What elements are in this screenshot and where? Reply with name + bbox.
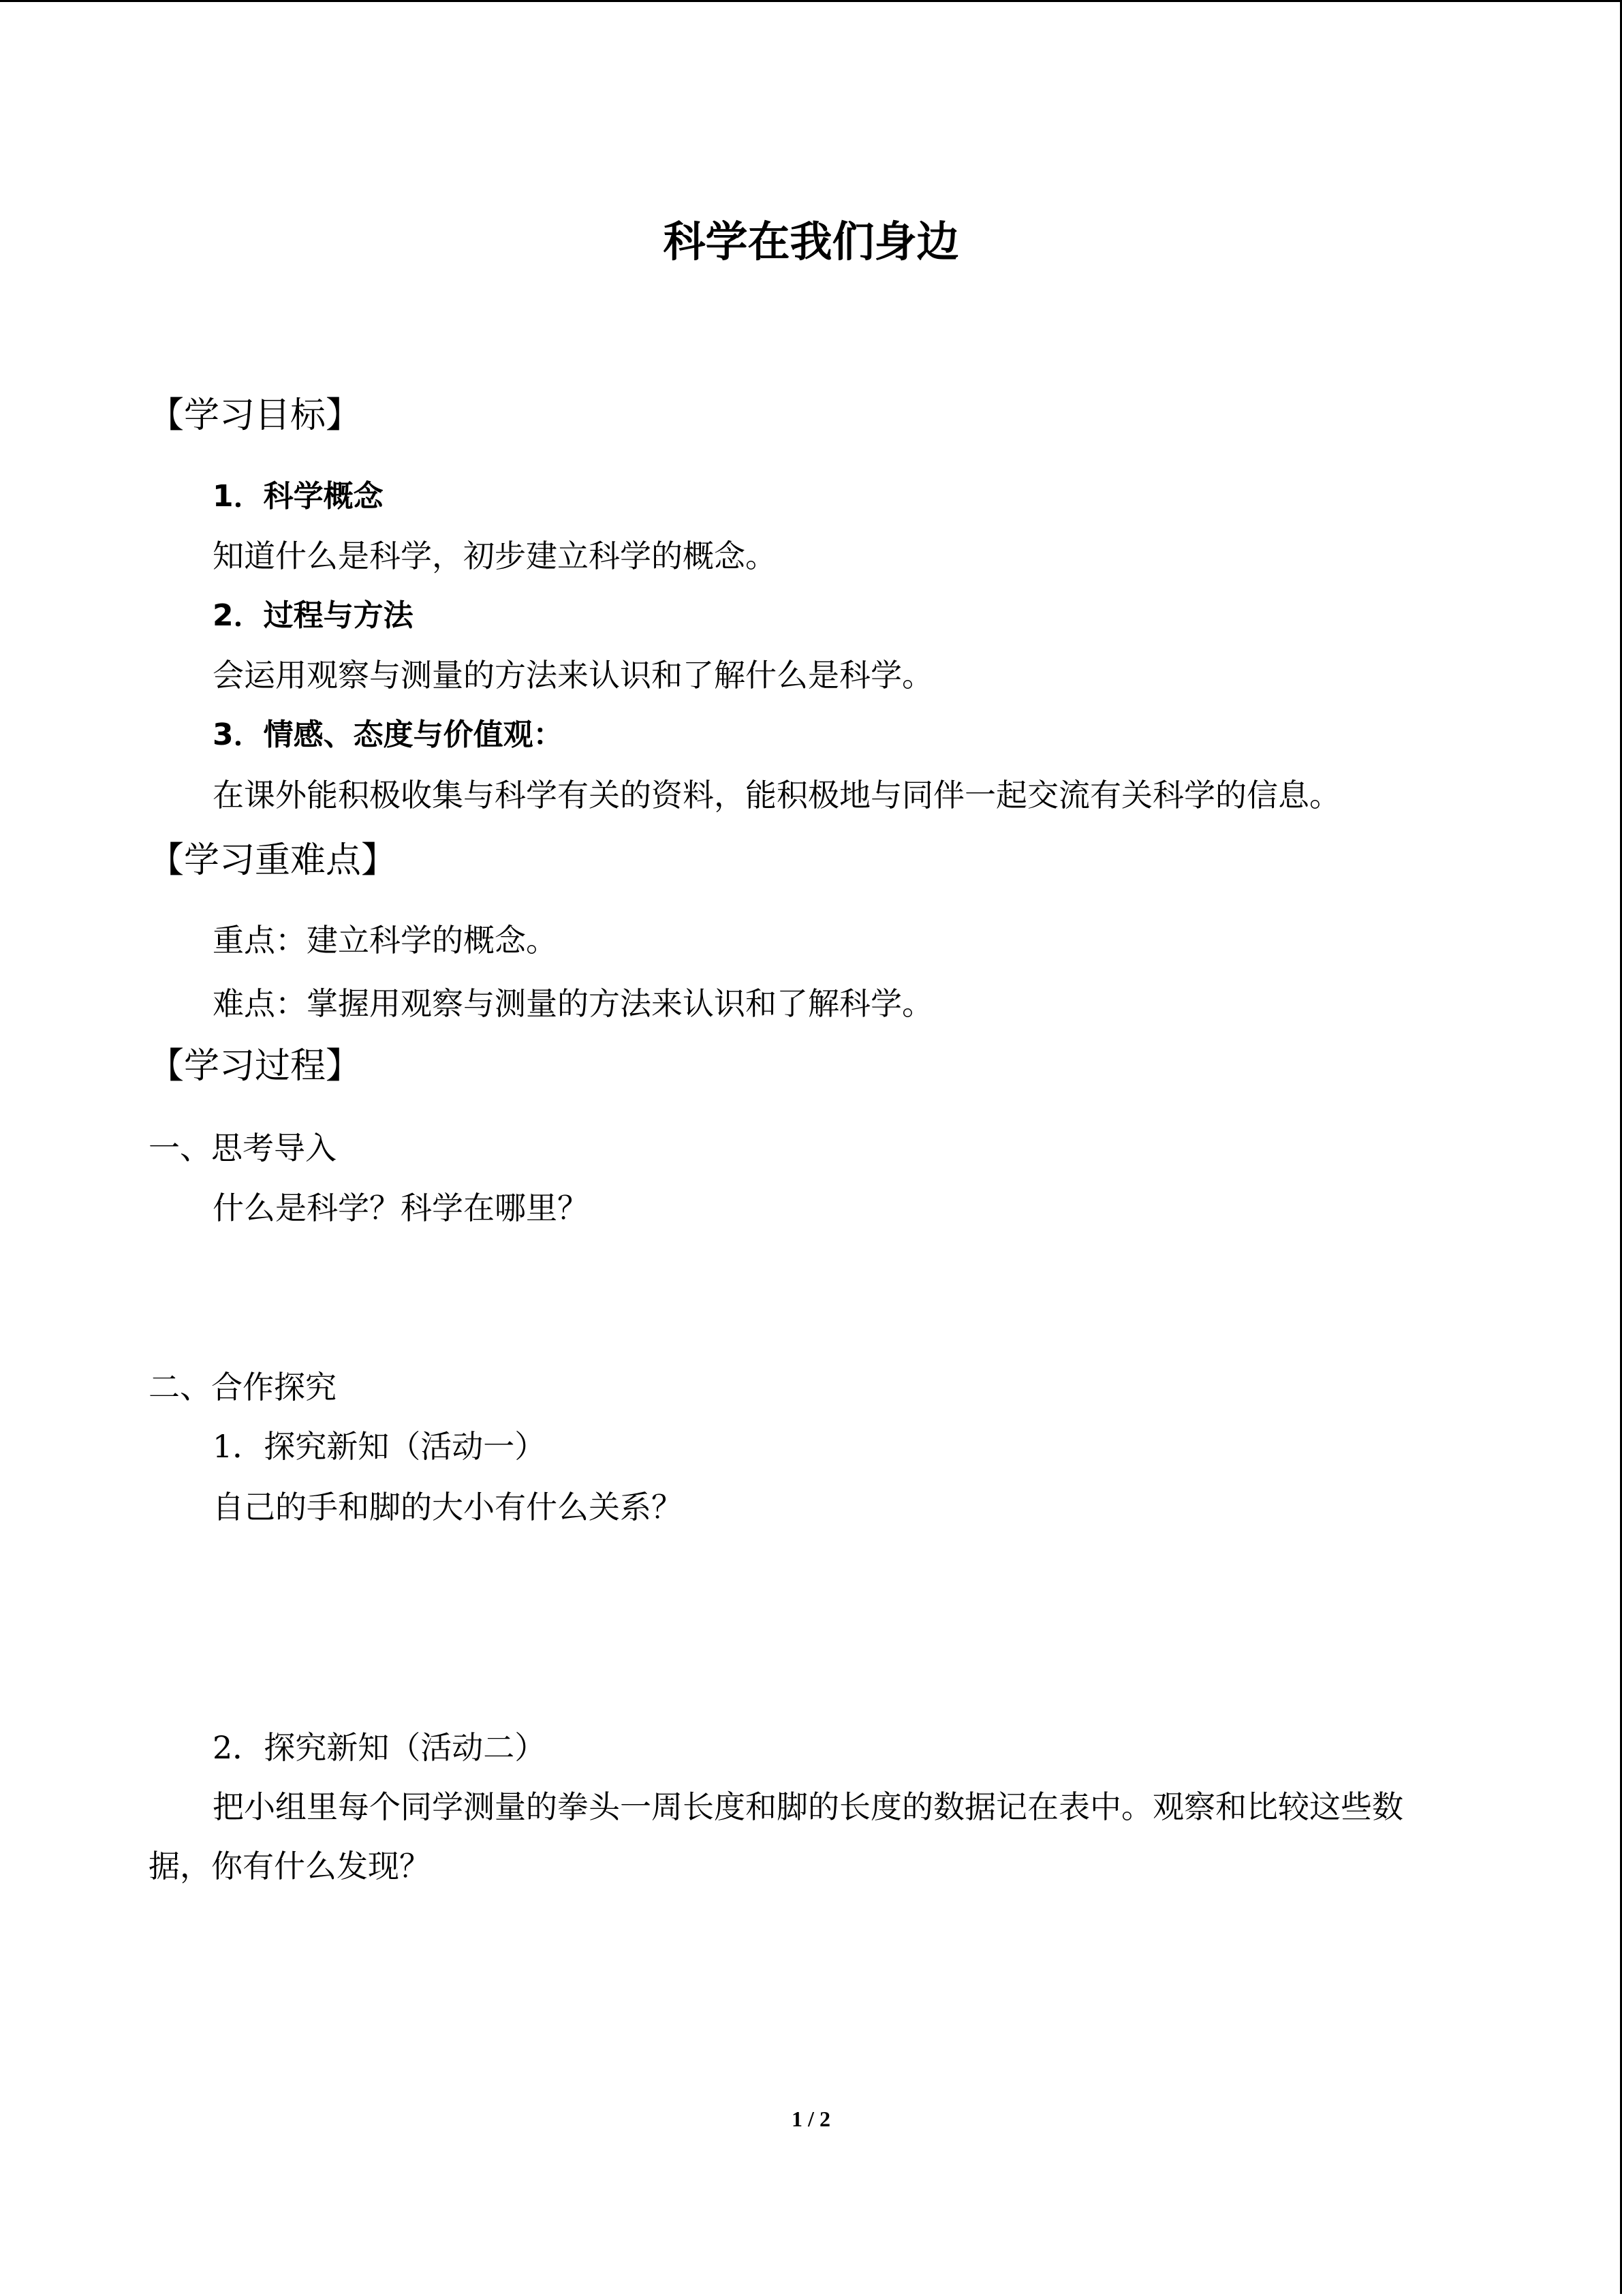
objectives-heading: 【学习目标】 [149, 395, 362, 436]
focus-point: 重点：建立科学的概念。 [213, 922, 557, 959]
objective-2-title: 2．过程与方法 [213, 598, 414, 633]
page-title: 科学在我们身边 [663, 217, 959, 266]
page-number: 1 / 2 [792, 2107, 830, 2131]
part-2-title: 二、合作探究 [149, 1369, 337, 1406]
objective-1-title: 1．科学概念 [213, 479, 384, 514]
activity-2-text-line-1: 把小组里每个同学测量的拳头一周长度和脚的长度的数据记在表中。观察和比较这些数 [213, 1788, 1403, 1825]
objective-3-title: 3．情感、态度与价值观： [213, 717, 563, 752]
key-points-heading: 【学习重难点】 [149, 840, 397, 881]
activity-1-title: 1．探究新知（活动一） [213, 1428, 546, 1465]
objective-2-text: 会运用观察与测量的方法来认识和了解什么是科学。 [213, 657, 933, 694]
objective-1-text: 知道什么是科学，初步建立科学的概念。 [213, 538, 777, 574]
activity-2-text-line-2: 据，你有什么发现？ [149, 1848, 431, 1884]
document-page [0, 2, 1622, 2296]
process-heading: 【学习过程】 [149, 1046, 362, 1087]
activity-1-text: 自己的手和脚的大小有什么关系？ [213, 1489, 683, 1525]
part-1-text: 什么是科学？科学在哪里？ [213, 1190, 589, 1226]
difficulty-point: 难点：掌握用观察与测量的方法来认识和了解科学。 [213, 985, 933, 1022]
activity-2-title: 2．探究新知（活动二） [213, 1729, 546, 1766]
part-1-title: 一、思考导入 [149, 1130, 337, 1166]
objective-3-text: 在课外能积极收集与科学有关的资料，能积极地与同伴一起交流有关科学的信息。 [213, 777, 1341, 813]
